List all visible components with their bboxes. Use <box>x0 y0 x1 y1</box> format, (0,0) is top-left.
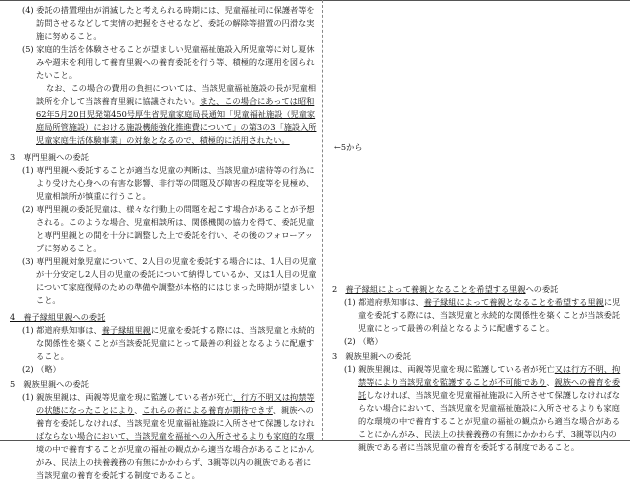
item-number: (2) <box>344 336 356 346</box>
left-section-3-title: 3 専門里親への委託 <box>10 152 89 162</box>
section-title-underlined: 養子縁組によって養親となることを希望する里親 <box>345 284 526 294</box>
left-item-4 <box>10 4 318 43</box>
left-section-3-item-1 <box>10 164 318 203</box>
item-text-underlined: 養子縁組によって養親となることを希望する里親 <box>423 297 604 307</box>
item-number: (3) <box>22 256 34 266</box>
item-text: に児童を委託する際には、当該児童と永続的な関係性を築くことが当該委託児童にとって最善の利益となるように配慮すること。 <box>36 325 315 361</box>
left-section-3-item-3 <box>10 255 318 307</box>
left-column-revised <box>10 4 318 482</box>
item-number: (2) <box>22 204 34 214</box>
left-section-4-item-1 <box>10 324 318 363</box>
item-text-underlined: これらの者による養育が期待できず <box>142 405 273 415</box>
left-section-4-title: 4 養子縁組里親への委託 <box>10 312 106 322</box>
right-section-3-title: 3 親族里親への委託 <box>332 351 411 361</box>
section-number: 2 <box>332 284 338 294</box>
item-number: (4) <box>22 5 34 15</box>
item-text: 都道府県知事は、 <box>358 297 424 307</box>
item-text: 、 <box>134 405 143 415</box>
left-section-3-item-2 <box>10 203 318 255</box>
item-number: (1) <box>22 325 34 335</box>
item-number: (1) <box>344 364 356 374</box>
item-number: (2) <box>22 364 34 374</box>
item-text: 家庭的生活を体験させることが望ましい児童福祉施設入所児童等に対し夏休みや週末を利用して養育里親への養育委託を行う等、積極的な運用を図られたいこと。 <box>36 44 315 80</box>
item-text: （略） <box>358 336 383 346</box>
item-text-underlined: 親族への養育を委託 <box>358 377 621 400</box>
item-text: 、 <box>546 377 555 387</box>
section-title: への委託 <box>525 284 559 294</box>
item-text: 専門里親へ委託することが適当な児童の判断は、当該児童が虐待等の行為により受けた心身への有害な影響、非行等の問題及び障害の程度等を見極め、児童相談所が慎重に行うこと。 <box>36 165 315 201</box>
right-column-current <box>332 283 622 454</box>
item-text: 委託の措置理由が消滅したと考えられる時期には、児童福祉司に保護者等を訪問させるなどして実情の把握をさせるなど、委託の解除等措置の円滑な実施に努めること。 <box>36 5 315 41</box>
right-section-2-title <box>332 283 622 296</box>
note-text: なお、この場合の費用の負担については、当該児童福祉施設の長が児童相談所を介して当該養育里親に協議されたい。 <box>36 83 317 106</box>
item-text: 専門里親対象児童について、2人目の児童を委託する場合には、1人目の児童が十分安定し2人目の児童の委託について納得しているか、又は1人目の児童について家庭復帰のための準備や調整が本格的にはじまった時期が望ましいこと。 <box>36 256 317 305</box>
item-text: （略） <box>36 364 61 374</box>
item-number: (5) <box>22 44 34 54</box>
item-text: 都道府県知事は、 <box>36 325 102 335</box>
right-section-2-item-1 <box>332 296 622 335</box>
item-text: 、親族への養育を委託しなければ、当該児童を児童福祉施設に入所させて保護しなければならない場合において、当該児童を福祉への入所させるよりも家庭的な環境の中で養育することが児童の福祉の観点から適当な場合があることにかんがみ、民法上の扶養義務の有無にかかわらず、3親等以内の親族である者に当該児童の養育を委託する制度であること。 <box>36 405 315 480</box>
item-text: 専門里親の委託児童は、様々な行動上の問題を起こす場合があることが予想される。このような場合、児童相談所は、関係機関の協力を得て、委託児童と専門里親との間を十分に調整した上で委託を行い、その後のフォローアップに努めること。 <box>36 204 315 253</box>
cross-reference-note: ←5から <box>334 142 363 152</box>
item-number: (1) <box>22 165 34 175</box>
top-rule <box>0 0 630 1</box>
item-text: 親族里親は、両親等児童を現に監護している者が死亡 <box>358 364 555 374</box>
left-section-5-item-1 <box>10 391 318 482</box>
item-text: 親族里親は、両親等児童を現に監護している者が死亡 <box>36 392 233 402</box>
item-text-underlined: 養子縁組里親 <box>101 325 151 335</box>
item-text: しなければ、当該児童を児童福祉施設に入所させて保護しなければならない場合において、当該児童を児童福祉施設に入所させるよりも家庭的な環境の中で養育することが児童の福祉の観点から適当な場合があることにかんがみ、民法上の扶養義務の有無にかかわらず、3親等以内の親族である者に当該児童の養育を委託する制度であること。 <box>358 390 621 452</box>
left-item-5 <box>10 43 318 82</box>
column-divider <box>322 0 323 441</box>
right-section-2-item-2 <box>332 335 622 348</box>
left-section-4-item-2 <box>10 363 318 376</box>
item-text: に児童を委託する際には、当該児童と永続的な関係性を築くことが当該委託児童にとって最善の利益となるように配慮すること。 <box>358 297 621 333</box>
left-section-5-title: 5 親族里親への委託 <box>10 379 89 389</box>
note-text-underlined: また、この場合にあっては昭和62年5月20日児発第450号厚生省児童家庭局長通知「児童福祉施設（児童家庭局所管施設）における施設機能強化推進費について」の第3の3「施設入所児童家庭生活体験事業」の対象となるので、積極的に活用されたい。 <box>36 96 317 145</box>
left-item-5-note <box>10 82 318 147</box>
item-text-underlined: 、行方不明又は拘禁等の状態になったことにより <box>36 392 315 415</box>
item-text-underlined: 又は行方不明、拘禁等により当該児童を監護することが不可能であり <box>358 364 621 387</box>
item-number: (1) <box>344 297 356 307</box>
item-number: (1) <box>22 392 34 402</box>
